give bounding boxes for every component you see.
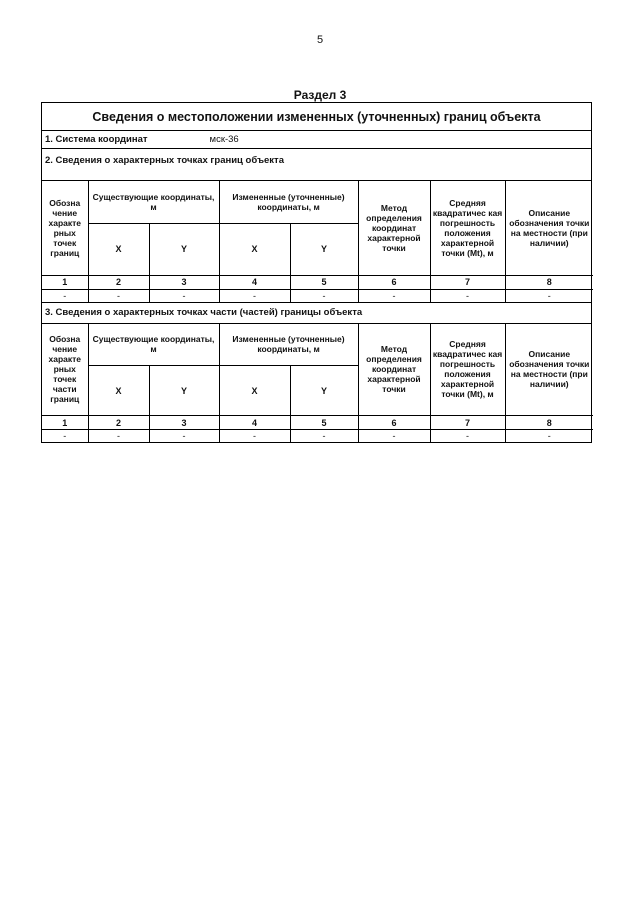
part2-table-wrap xyxy=(42,181,591,303)
part3-num-cell: 2 xyxy=(88,416,149,430)
part2-number-row xyxy=(42,275,593,289)
part2-existing-x: X xyxy=(88,223,149,275)
part2-num-cell: 5 xyxy=(290,275,358,289)
part3-title: 3. Сведения о характерных точках части (частей) границы объекта xyxy=(45,307,363,318)
coord-system-row xyxy=(42,131,591,149)
part3-header-desc: Описание обозначения точки на местности (при наличии) xyxy=(505,324,593,416)
part3-existing-x: X xyxy=(88,366,149,416)
part3-header-method: Метод определения координат характерной точки xyxy=(358,324,430,416)
part3-num-cell: 1 xyxy=(42,416,88,430)
part2-data-cell: - xyxy=(505,289,593,302)
part3-data-cell: - xyxy=(290,430,358,443)
part3-num-cell: 4 xyxy=(219,416,290,430)
part2-header-point: Обозна чение характе рных точек границ xyxy=(42,181,88,275)
part3-number-row xyxy=(42,416,593,430)
part2-header-method: Метод определения координат характерной точки xyxy=(358,181,430,275)
form-heading: Сведения о местоположении измененных (уточненных) границ объекта xyxy=(42,103,591,131)
part3-header-error: Средняя квадратичес кая погрешность положения характерной точки (Mt), м xyxy=(430,324,505,416)
part2-num-cell: 6 xyxy=(358,275,430,289)
part3-num-cell: 5 xyxy=(290,416,358,430)
part2-data-row xyxy=(42,289,593,302)
part3-num-cell: 7 xyxy=(430,416,505,430)
part2-data-cell: - xyxy=(358,289,430,302)
part3-data-row xyxy=(42,430,593,443)
part3-data-cell: - xyxy=(88,430,149,443)
part2-data-cell: - xyxy=(149,289,219,302)
part2-header-changed: Измененные (уточненные) координаты, м xyxy=(219,181,358,223)
part2-num-cell: 2 xyxy=(88,275,149,289)
part3-data-cell: - xyxy=(430,430,505,443)
section-title: Раздел 3 xyxy=(293,88,347,102)
part3-existing-y: Y xyxy=(149,366,219,416)
part2-data-cell: - xyxy=(290,289,358,302)
coord-system-label: 1. Система координат xyxy=(45,134,148,145)
part2-header-desc: Описание обозначения точки на местности (при наличии) xyxy=(505,181,593,275)
part2-num-cell: 8 xyxy=(505,275,593,289)
part2-title: 2. Сведения о характерных точках границ объекта xyxy=(45,155,284,166)
part3-num-cell: 3 xyxy=(149,416,219,430)
part3-table xyxy=(42,324,593,443)
part3-header-row xyxy=(42,324,593,366)
part2-num-cell: 4 xyxy=(219,275,290,289)
part3-data-cell: - xyxy=(505,430,593,443)
part2-existing-y: Y xyxy=(149,223,219,275)
coord-system-value: мск-36 xyxy=(209,134,239,145)
part2-table xyxy=(42,181,593,302)
part2-data-cell: - xyxy=(42,289,88,302)
part3-header-point: Обозна чение характе рных точек части границ xyxy=(42,324,88,416)
part2-data-cell: - xyxy=(219,289,290,302)
boundary-info-form xyxy=(41,102,592,443)
part3-data-cell: - xyxy=(42,430,88,443)
part2-header-existing: Существующие координаты, м xyxy=(88,181,219,223)
part3-num-cell: 8 xyxy=(505,416,593,430)
part3-data-cell: - xyxy=(358,430,430,443)
part3-header-changed: Измененные (уточненные) координаты, м xyxy=(219,324,358,366)
part2-data-cell: - xyxy=(88,289,149,302)
part3-data-cell: - xyxy=(149,430,219,443)
part3-data-cell: - xyxy=(219,430,290,443)
part3-header-existing: Существующие координаты, м xyxy=(88,324,219,366)
part2-title-row xyxy=(42,149,591,181)
part3-table-wrap xyxy=(42,324,591,443)
part3-changed-y: Y xyxy=(290,366,358,416)
part3-title-row xyxy=(42,303,591,324)
part3-changed-x: X xyxy=(219,366,290,416)
part2-num-cell: 1 xyxy=(42,275,88,289)
part2-header-error: Средняя квадратичес кая погрешность положения характерной точки (Mt), м xyxy=(430,181,505,275)
part2-changed-y: Y xyxy=(290,223,358,275)
part2-data-cell: - xyxy=(430,289,505,302)
page-number: 5 xyxy=(316,34,324,46)
part2-num-cell: 3 xyxy=(149,275,219,289)
part2-header-row xyxy=(42,181,593,223)
part3-num-cell: 6 xyxy=(358,416,430,430)
part2-num-cell: 7 xyxy=(430,275,505,289)
part2-changed-x: X xyxy=(219,223,290,275)
